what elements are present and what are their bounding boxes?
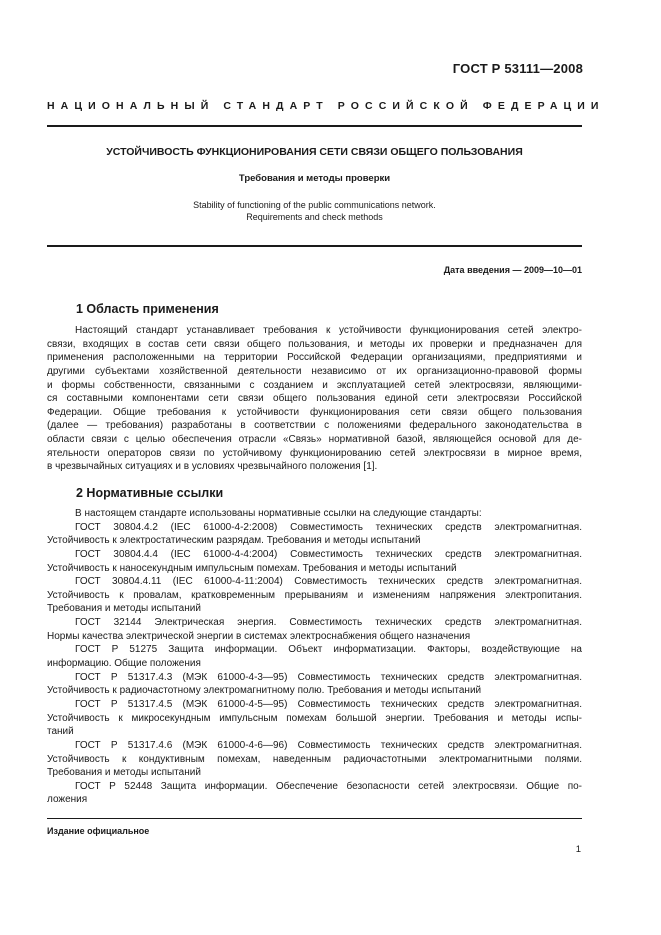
document-title: УСТОЙЧИВОСТЬ ФУНКЦИОНИРОВАНИЯ СЕТИ СВЯЗИ ОБЩЕГО ПОЛЬЗОВАНИЯ [106, 146, 523, 158]
body-line: Настоящий стандарт устанавливает требования к устойчивости функционирования сетей электро- [75, 325, 582, 336]
body-line: ятельности операторов связи по устойчивому функционированию сетей электросвязи в мирное время, [47, 447, 582, 459]
document-subtitle: Требования и методы проверки [238, 173, 391, 184]
reference-line: Требования и методы испытаний [47, 603, 201, 615]
body-line: В настоящем стандарте использованы нормативные ссылки на следующие стандарты: [75, 508, 482, 519]
reference-line: информацию. Общие положения [47, 658, 201, 670]
reference-line: таний [47, 726, 74, 738]
body-line: ся составными компонентами сети связи общего пользования единой сети электросвязи Российской [47, 393, 582, 405]
date-of-introduction: Дата введения — 2009—10—01 [443, 265, 582, 275]
reference-line: Устойчивость к радиочастотному электромагнитному полю. Требования и методы испытаний [47, 685, 482, 697]
english-title [47, 200, 582, 223]
reference-line: Требования и методы испытаний [47, 767, 201, 779]
footer-rule [47, 818, 582, 819]
body-line: области связи с целью обеспечения отрасли «Связь» нормативной базой, являющейся основой для де- [47, 434, 582, 446]
body-line: связи, входящих в состав сети связи общего пользования, и методы их проверки и предназначен для [47, 338, 582, 350]
reference-line: Устойчивость к наносекундным импульсным помехам. Требования и методы испытаний [47, 562, 457, 574]
reference-line: Устойчивость к микросекундным импульсным помехам большой энергии. Требования и методы испы- [47, 712, 582, 724]
section-2-body [47, 507, 582, 807]
body-line: другими субъектами хозяйственной деятельности независимо от их организационно-правовой формы [47, 365, 582, 377]
gost-code: ГОСТ Р 53111—2008 [452, 61, 583, 76]
english-title-line: Requirements and check methods [246, 211, 383, 222]
reference-line: ГОСТ 30804.4.11 (IEC 61000-4-11:2004) Совместимость технических средств электромагнитная. [75, 576, 582, 588]
reference-line: ГОСТ 30804.4.4 (IEC 61000-4-4:2004) Совместимость технических средств электромагнитная. [75, 548, 582, 560]
reference-line: ГОСТ 32144 Электрическая энергия. Совместимость технических средств электромагнитная. [75, 617, 582, 629]
reference-line: ГОСТ Р 51275 Защита информации. Объект информатизации. Факторы, воздействующие на [75, 644, 582, 656]
page-number: 1 [575, 844, 581, 855]
reference-line: ложения [47, 794, 88, 806]
body-line: применения расположенными на территории Российской Федерации организациями, предприятиями и [47, 352, 582, 364]
title-rule [47, 245, 582, 247]
section-2-heading: 2 Нормативные ссылки [76, 486, 224, 500]
official-edition-label: Издание официальное [47, 826, 150, 836]
reference-line: ГОСТ Р 52448 Защита информации. Обеспечение безопасности сетей электросвязи. Общие по- [75, 780, 582, 792]
english-title-line: Stability of functioning of the public communications network. [193, 200, 436, 210]
national-standard-banner: НАЦИОНАЛЬНЫЙ СТАНДАРТ РОССИЙСКОЙ ФЕДЕРАЦИИ [47, 100, 605, 112]
body-line: Федерации. Общие требования к устойчивости функционирования сети связи общего пользования [47, 406, 582, 418]
reference-line: ГОСТ 30804.4.2 (IEC 61000-4-2:2008) Совместимость технических средств электромагнитная. [75, 521, 582, 533]
reference-line: Устойчивость к электростатическим разрядам. Требования и методы испытаний [47, 535, 421, 547]
reference-line: Устойчивость к кондуктивным помехам, наведенным радиочастотными электромагнитными полями. [47, 753, 582, 765]
reference-line: ГОСТ Р 51317.4.6 (МЭК 61000-4-6—96) Совместимость технических средств электромагнитная. [75, 739, 582, 751]
reference-line: Нормы качества электрической энергии в системах электроснабжения общего назначения [47, 630, 471, 642]
reference-line: Устойчивость к провалам, кратковременным прерываниям и изменениям напряжения электропитания. [47, 589, 582, 601]
section-1-body [47, 324, 582, 474]
header-rule [47, 125, 582, 127]
reference-line: ГОСТ Р 51317.4.5 (МЭК 61000-4-5—95) Совместимость технических средств электромагнитная. [75, 698, 582, 710]
section-1-heading: 1 Область применения [76, 302, 219, 316]
body-line: в чрезвычайных ситуациях и в условиях чрезвычайного положения [1]. [47, 461, 378, 473]
body-line: и формы собственности, связанными с созданием и эксплуатацией сетей электросвязи, являющими- [47, 379, 582, 391]
body-line: (далее — требования) разработаны в соответствии с положениями федерального законодательства в [47, 420, 582, 432]
reference-line: ГОСТ Р 51317.4.3 (МЭК 61000-4-3—95) Совместимость технических средств электромагнитная. [75, 671, 582, 683]
